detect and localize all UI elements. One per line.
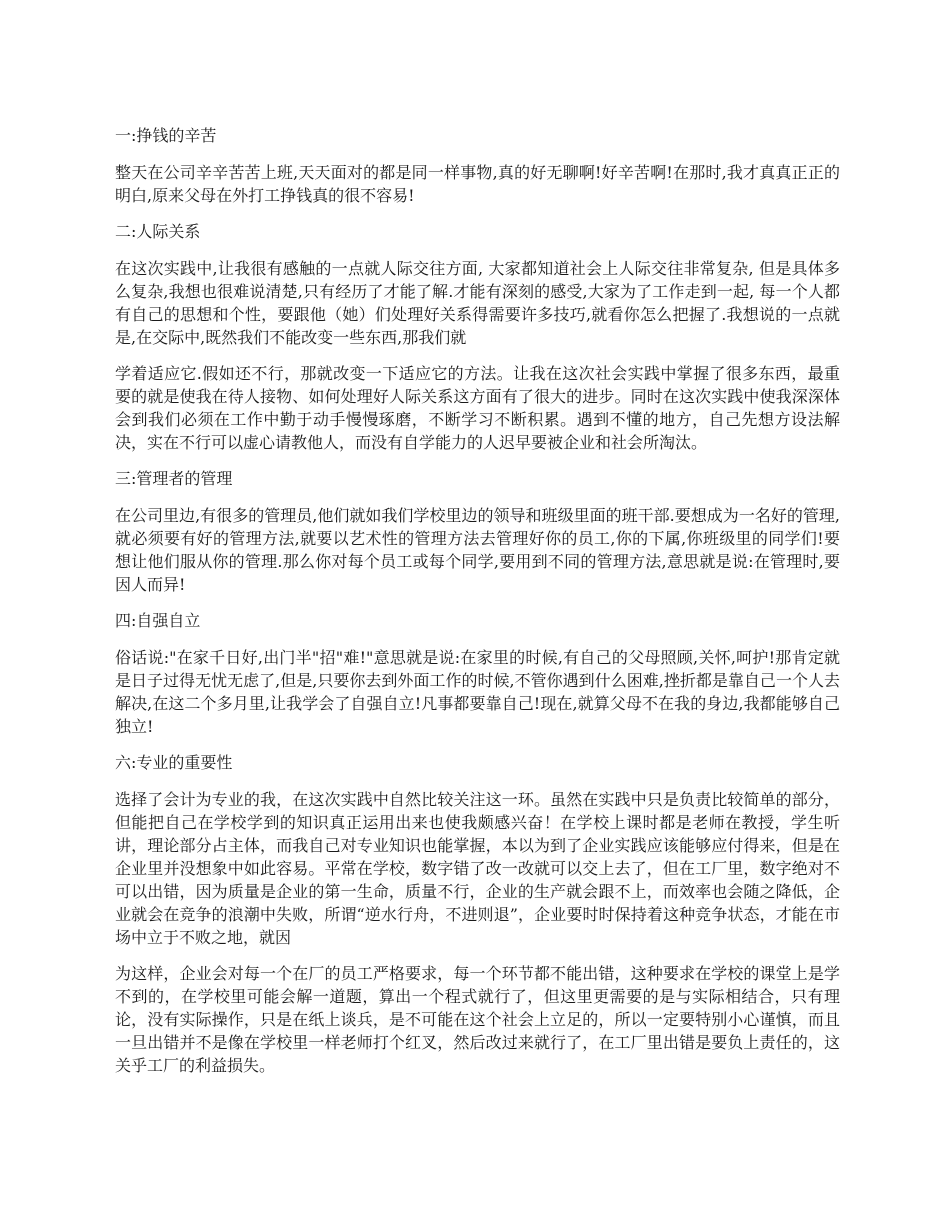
section-earning xyxy=(115,124,840,207)
document-body xyxy=(115,124,840,1090)
paragraph: 为这样，企业会对每一个在厂的员工严格要求，每一个环节都不能出错，这种要求在学校的课堂上是学不到的，在学校里可能会解一道题，算出一个程式就行了，但这里更需要的是与实际相结合，只有理论，没有实际操作，只是在纸上谈兵，是不可能在这个社会上立足的，所以一定要特别小心谨慎，而且一旦出错并不是像在学校里一样老师打个红叉，然后改过来就行了，在工厂里出错是要负上责任的，这关乎工厂的利益损失。 xyxy=(115,964,840,1075)
section-self-reliance xyxy=(115,609,840,738)
paragraph: 整天在公司辛辛苦苦上班,天天面对的都是同一样事物,真的好无聊啊!好辛苦啊!在那时,我才真真正正的明白,原来父母在外打工挣钱真的很不容易! xyxy=(115,163,840,205)
section-major-importance xyxy=(115,751,840,1077)
section-heading: 四:自强自立 xyxy=(115,611,201,630)
section-management xyxy=(115,467,840,596)
paragraph: 俗话说:"在家千日好,出门半"招"难!"意思就是说:在家里的时候,有自己的父母照顾,关怀,呵护!那肯定就是日子过得无忧无虑了,但是,只要你去到外面工作的时候,不管你遇到什么困难,挫折都是靠自己一个人去解决,在这二个多月里,让我学会了自强自立!凡事都要靠自己!现在,就算父母不在我的身边,我都能够自己独立! xyxy=(115,648,840,736)
section-heading: 一:挣钱的辛苦 xyxy=(115,126,217,145)
paragraph: 学着适应它.假如还不行，那就改变一下适应它的方法。让我在这次社会实践中掌握了很多东西，最重要的就是使我在待人接物、如何处理好人际关系这方面有了很大的进步。同时在这次实践中使我深深体会到我们必须在工作中勤于动手慢慢琢磨，不断学习不断积累。遇到不懂的地方，自己先想方设法解决，实在不行可以虚心请教他人，而没有自学能力的人迟早要被企业和社会所淘汰。 xyxy=(115,364,840,452)
paragraph: 选择了会计为专业的我，在这次实践中自然比较关注这一环。虽然在实践中只是负责比较简单的部分，但能把自己在学校学到的知识真正运用出来也使我颇感兴奋！在学校上课时都是老师在教授，学生听讲，理论部分占主体，而我自己对专业知识也能掌握，本以为到了企业实践应该能够应付得来，但是在企业里并没想象中如此容易。平常在学校，数字错了改一改就可以交上去了，但在工厂里，数字绝对不可以出错，因为质量是企业的第一生命，质量不行，企业的生产就会跟不上，而效率也会随之降低，企业就会在竞争的浪潮中失败，所谓“逆水行舟，不进则退”，企业要时时保持着这种竞争状态，才能在市场中立于不败之地，就因 xyxy=(115,790,840,947)
paragraph: 在这次实践中,让我很有感触的一点就人际交往方面, 大家都知道社会上人际交往非常复杂, 但是具体多么复杂,我想也很难说清楚,只有经历了才能了解.才能有深刻的感受,大家为了工作走到一起, 每一个人都有自己的思想和个性，要跟他（她）们处理好关系得需要许多技巧,就看你怎么把握了.我想说的一点就是,在交际中,既然我们不能改变一些东西,那我们就 xyxy=(115,259,840,347)
section-heading: 三:管理者的管理 xyxy=(115,469,233,488)
section-heading: 六:专业的重要性 xyxy=(115,753,233,772)
paragraph: 在公司里边,有很多的管理员,他们就如我们学校里边的领导和班级里面的班干部.要想成为一名好的管理,就必须要有好的管理方法,就要以艺术性的管理方法去管理好你的员工,你的下属,你班级里的同学们!要想让他们服从你的管理.那么你对每个员工或每个同学,要用到不同的管理方法,意思就是说:在管理时,要因人而异! xyxy=(115,506,840,594)
section-heading: 二:人际关系 xyxy=(115,222,201,241)
section-relationships xyxy=(115,220,840,454)
